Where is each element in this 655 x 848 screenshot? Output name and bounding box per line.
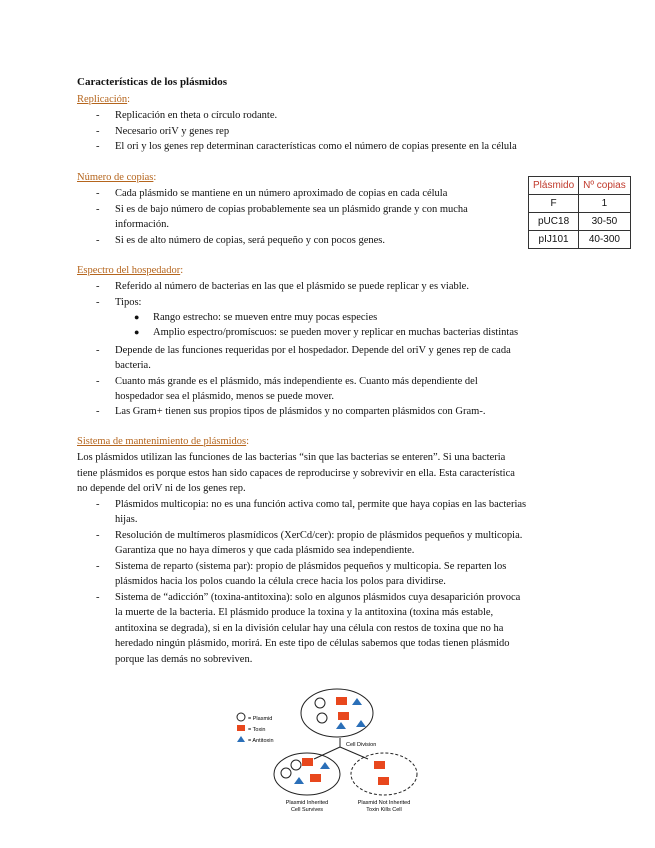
list-item-continuation: heredado ningún plásmido, morirá. En este tipo de células sabemos que todas tienen plásmido xyxy=(115,638,510,649)
heading-colon: : xyxy=(246,436,250,447)
list-item: Sistema de “adicción” (toxina-antitoxina): solo en algunos plásmidos cuya desaparición provoca xyxy=(115,592,521,603)
antitoxin-icon xyxy=(336,722,346,729)
list-item: Resolución de multímeros plasmídicos (XerCd/cer): propio de plásmidos pequeños y multicopia. xyxy=(115,530,523,541)
daughter-cell-dies xyxy=(351,753,417,795)
table-row xyxy=(529,213,631,231)
toxin-icon xyxy=(336,697,347,705)
list-item: Necesario oriV y genes rep xyxy=(115,126,230,137)
bullet-marker: ● xyxy=(134,312,140,322)
sub-list-item: Rango estrecho: se mueven entre muy pocas especies xyxy=(153,312,378,323)
dash-marker: - xyxy=(96,235,100,246)
table-row xyxy=(529,231,631,249)
copies-table xyxy=(528,176,631,249)
table-cell: 1 xyxy=(579,195,631,213)
toxin-icon xyxy=(302,758,313,766)
heading-text: Número de copias xyxy=(77,172,154,183)
cell-division-label: Cell Division xyxy=(346,742,377,748)
heading-text: Sistema de mantenimiento de plásmidos xyxy=(77,436,247,447)
list-item: Referido al número de bacterias en las que el plásmido se puede replicar y es viable. xyxy=(115,281,469,292)
legend-toxin-label: = Toxin xyxy=(248,727,266,733)
toxin-icon xyxy=(338,712,349,720)
toxin-icon xyxy=(374,761,385,769)
parent-cell xyxy=(301,689,373,737)
heading-colon: : xyxy=(180,265,184,276)
toxin-antitoxin-figure xyxy=(232,685,422,825)
left-caption-line1: Plasmid Inherited xyxy=(285,800,329,806)
table-header-cell: Nº copias xyxy=(579,177,631,195)
list-item: Cuanto más grande es el plásmido, más independiente es. Cuanto más dependiente del xyxy=(115,376,478,387)
table-cell: 30-50 xyxy=(579,213,631,231)
list-item: El ori y los genes rep determinan características como el número de copias presente en la célula xyxy=(115,141,517,152)
dash-marker: - xyxy=(96,110,100,121)
list-item: Cada plásmido se mantiene en un número aproximado de copias en cada célula xyxy=(115,188,448,199)
dash-marker: - xyxy=(96,345,100,356)
table-row xyxy=(529,195,631,213)
dash-marker: - xyxy=(96,530,100,541)
antitoxin-icon xyxy=(294,777,304,784)
dash-marker: - xyxy=(96,126,100,137)
list-item-continuation: porque las demás no sobreviven. xyxy=(115,654,253,665)
legend-toxin-icon xyxy=(237,725,245,731)
dash-marker: - xyxy=(96,561,100,572)
plasmid-icon xyxy=(315,698,325,708)
list-item-continuation: plásmidos hacia los polos cuando la célula crece hacia los polos para dividirse. xyxy=(115,576,446,587)
plasmid-icon xyxy=(291,760,301,770)
sub-list-item: Amplio espectro/promíscuos: se pueden mover y replicar en muchas bacterias distintas xyxy=(153,327,519,338)
legend-antitoxin-label: = Antitoxin xyxy=(248,738,274,744)
section-heading-mantenimiento xyxy=(77,436,249,447)
plasmid-icon xyxy=(317,713,327,723)
paragraph-line: no depende del oriV ni de los genes rep. xyxy=(77,483,246,494)
right-caption-line1: Plasmid Not Inherited xyxy=(357,800,411,806)
dash-marker: - xyxy=(96,406,100,417)
dash-marker: - xyxy=(96,592,100,603)
dash-marker: - xyxy=(96,376,100,387)
dash-marker: - xyxy=(96,499,100,510)
table-cell: 40-300 xyxy=(579,231,631,249)
toxin-icon xyxy=(310,774,321,782)
table-cell: pIJ101 xyxy=(529,231,579,249)
list-item: Plásmidos multicopia: no es una función activa como tal, permite que haya copias en las bacterias xyxy=(115,499,527,510)
section-heading-espectro xyxy=(77,265,183,276)
list-item: Si es de alto número de copias, será pequeño y con pocos genes. xyxy=(115,235,386,246)
toxin-icon xyxy=(378,777,389,785)
section-heading-replicacion xyxy=(77,94,130,105)
table-header-cell: Plásmido xyxy=(529,177,579,195)
heading-colon: : xyxy=(153,172,157,183)
left-caption-line2: Cell Survives xyxy=(290,807,324,813)
bullet-marker: ● xyxy=(134,327,140,337)
list-item-continuation: hospedador sea el plásmido, menos se puede mover. xyxy=(115,391,334,402)
list-item: Si es de bajo número de copias probablemente sea un plásmido grande y con mucha xyxy=(115,204,468,215)
heading-colon: : xyxy=(127,94,131,105)
dash-marker: - xyxy=(96,281,100,292)
list-item: Replicación en theta o círculo rodante. xyxy=(115,110,278,121)
antitoxin-icon xyxy=(356,720,366,727)
heading-text: Replicación xyxy=(77,94,128,105)
figure-svg xyxy=(232,685,422,825)
plasmid-icon xyxy=(281,768,291,778)
table-cell: pUC18 xyxy=(529,213,579,231)
list-item-continuation: información. xyxy=(115,219,169,230)
list-item-continuation: la muerte de la bacteria. El plásmido produce la toxina y la antitoxina (toxina más estable, xyxy=(115,607,494,618)
list-item: Sistema de reparto (sistema par): propio de plásmidos pequeños y multicopia. Se reparten los xyxy=(115,561,507,572)
dash-marker: - xyxy=(96,188,100,199)
list-item-continuation: hijas. xyxy=(115,514,138,525)
legend-plasmid-icon xyxy=(237,713,245,721)
paragraph-line: tiene plásmidos es porque estos han sido capaces de reproducirse y sobrevivir en ella. Esta característica xyxy=(77,468,515,479)
dash-marker: - xyxy=(96,204,100,215)
list-item: Depende de las funciones requeridas por el hospedador. Depende del oriV y genes rep de cada xyxy=(115,345,511,356)
list-item-continuation: bacteria. xyxy=(115,360,151,371)
list-item-continuation: antitoxina se degrada), si en la división celular hay una célula con restos de toxina que no ha xyxy=(115,623,504,634)
page-title: Características de los plásmidos xyxy=(77,76,228,88)
antitoxin-icon xyxy=(320,762,330,769)
paragraph-line: Los plásmidos utilizan las funciones de las bacterias “sin que las bacterias se enteren”. Si una bacteria xyxy=(77,452,506,463)
heading-text: Espectro del hospedador xyxy=(77,265,181,276)
right-caption-line2: Toxin Kills Cell xyxy=(366,807,402,813)
list-item-continuation: Garantiza que no haya dímeros y que cada plásmido sea independiente. xyxy=(115,545,415,556)
list-item: Las Gram+ tienen sus propios tipos de plásmidos y no comparten plásmidos con Gram-. xyxy=(115,406,486,417)
list-item: Tipos: xyxy=(115,297,142,308)
dash-marker: - xyxy=(96,297,100,308)
table-cell: F xyxy=(529,195,579,213)
legend-antitoxin-icon xyxy=(237,736,245,742)
legend-plasmid-label: = Plasmid xyxy=(248,716,273,722)
dash-marker: - xyxy=(96,141,100,152)
antitoxin-icon xyxy=(352,698,362,705)
table-header-row xyxy=(529,177,631,195)
section-heading-copias xyxy=(77,172,156,183)
